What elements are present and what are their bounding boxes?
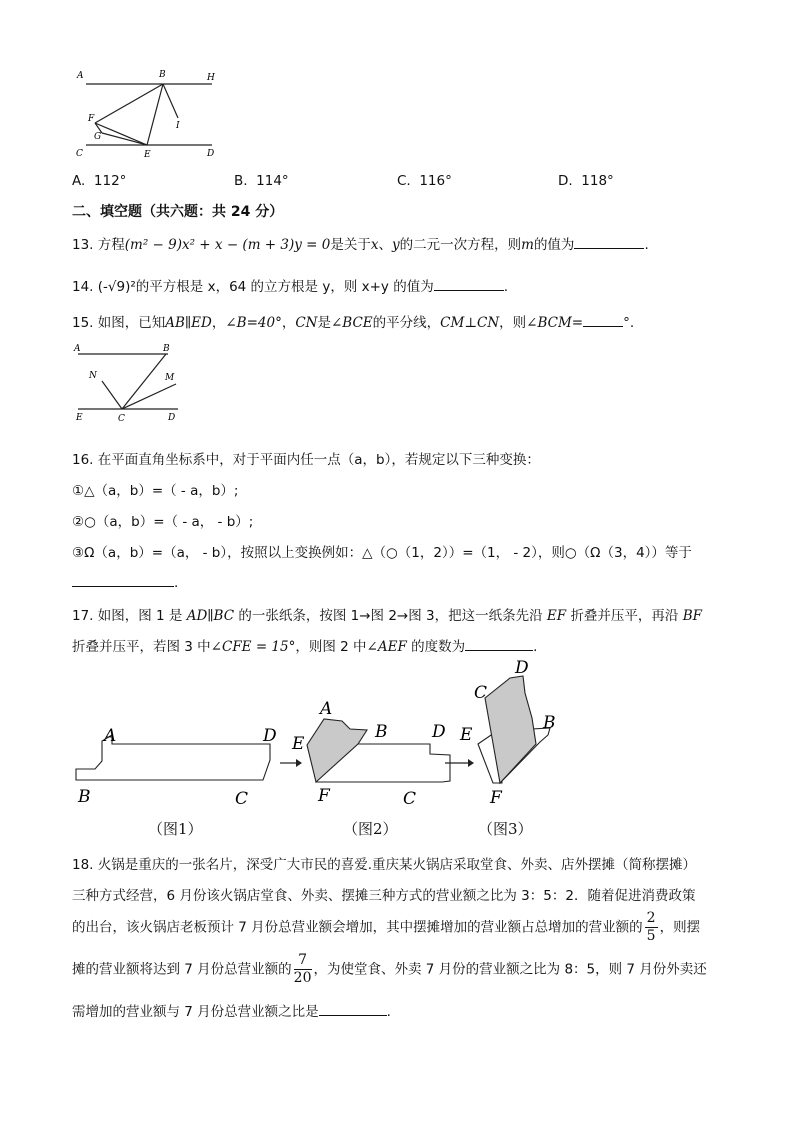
- label-D: D: [207, 149, 215, 159]
- label-N: N: [89, 371, 97, 381]
- caption-figure-1: （图1）: [148, 820, 203, 838]
- fig3-label-D: D: [515, 658, 529, 678]
- fig2-label-A: A: [320, 699, 333, 719]
- question-18-line-5: 需增加的营业额与 7 月份总营业额之比是 .: [72, 1000, 391, 1020]
- choice-b: B. 114°: [234, 173, 289, 189]
- figure-17-paper-fold: [70, 655, 570, 815]
- choice-d: D. 118°: [558, 173, 614, 189]
- label-H: H: [207, 73, 215, 83]
- fig3-label-E: E: [460, 725, 473, 745]
- label-C: C: [118, 414, 125, 424]
- figure-top-parallel-lines: [70, 66, 230, 166]
- answer-blank-17[interactable]: [465, 636, 533, 651]
- question-16-rule-3: ③Ω（a，b）=（a， - b），按照以上变换例如：△（○（1，2））=（1， - 2），则○（Ω（3，4））等于: [72, 545, 692, 561]
- label-D: D: [168, 413, 176, 423]
- fig1-label-C: C: [235, 789, 249, 809]
- label-E: E: [144, 150, 151, 160]
- label-A: A: [74, 344, 81, 354]
- question-15: 15. 如图，已知AB∥ED，∠B=40°，CN是∠BCE的平分线，CM⊥CN，则∠BCM= °.: [72, 311, 634, 331]
- question-16-rule-1: ①△（a，b）=（ - a，b）;: [72, 483, 239, 499]
- label-B: B: [159, 70, 166, 80]
- label-C: C: [76, 149, 83, 159]
- caption-figure-3: （图3）: [478, 820, 533, 838]
- fig3-label-C: C: [474, 683, 488, 703]
- fraction-2-5: $\frac{2}{5}$: [646, 910, 656, 944]
- figure-17-panel-2: [291, 699, 450, 809]
- question-14: 14. (-√9)²的平方根是 x，64 的立方根是 y，则 x+y 的值为 .: [72, 275, 508, 295]
- section-heading: 二、填空题（共六题：共 24 分）: [72, 204, 284, 220]
- answer-blank-18[interactable]: [319, 1001, 387, 1016]
- question-18-line-3: 的出台，该火锅店老板预计 7 月份总营业额会增加，其中摆摊增加的营业额占总增加的营业额的 $\frac{2}{5}$ ，则摆: [72, 910, 701, 944]
- label-B: B: [163, 344, 170, 354]
- figure-17-panel-3: [459, 658, 556, 808]
- question-16-answer: .: [72, 572, 178, 591]
- label-E: E: [76, 413, 83, 423]
- label-I: I: [176, 121, 180, 131]
- answer-blank-14[interactable]: [434, 276, 504, 291]
- figure-15: [72, 340, 192, 425]
- fig3-label-B: B: [543, 713, 556, 733]
- question-18-line-4: 摊的营业额将达到 7 月份总营业额的 $\frac{7}{20}$ ，为使堂食、外卖 7 月份的营业额之比为 8：5，则 7 月份外卖还: [72, 952, 707, 986]
- figure-17-panel-1: [76, 726, 277, 809]
- question-17-line-2: 折叠并压平，若图 3 中∠CFE = 15°，则图 2 中∠AEF 的度数为 .: [72, 635, 537, 655]
- fig2-label-B: B: [375, 722, 388, 742]
- label-G: G: [94, 132, 102, 142]
- label-A: A: [77, 71, 84, 81]
- question-17-line-1: 17. 如图，图 1 是 AD∥BC 的一张纸条，按图 1→图 2→图 3，把这一纸条先沿 EF 折叠并压平，再沿 BF: [72, 608, 703, 624]
- fig1-label-B: B: [78, 787, 91, 807]
- question-18-line-1: 18. 火锅是重庆的一张名片，深受广大市民的喜爱.重庆某火锅店采取堂食、外卖、店外摆摊（简称摆摊）: [72, 857, 697, 873]
- answer-blank-13[interactable]: [574, 234, 644, 249]
- label-F: F: [88, 114, 95, 124]
- label-M: M: [165, 373, 175, 383]
- answer-blank-16[interactable]: [72, 572, 174, 587]
- fig1-label-D: D: [263, 726, 277, 746]
- fig1-label-A: A: [104, 726, 117, 746]
- question-13: 13. 方程(m² − 9)x² + x − (m + 3)y = 0是关于x、y的二元一次方程，则m的值为 .: [72, 233, 649, 253]
- question-16-rule-2: ②○（a，b）=（ - a， - b）;: [72, 514, 254, 530]
- choice-c: C. 116°: [397, 173, 452, 189]
- answer-blank-15[interactable]: [583, 312, 623, 327]
- fig2-label-E: E: [292, 734, 305, 754]
- fig2-label-F: F: [318, 786, 330, 806]
- question-18-line-2: 三种方式经营，6 月份该火锅店堂食、外卖、摆摊三种方式的营业额之比为 3：5：2．随着促进消费政策: [72, 888, 696, 904]
- question-16-intro: 16. 在平面直角坐标系中，对于平面内任一点（a，b），若规定以下三种变换：: [72, 452, 540, 468]
- fig2-label-C: C: [403, 789, 417, 809]
- fig3-label-F: F: [490, 788, 502, 808]
- caption-figure-2: （图2）: [343, 820, 398, 838]
- choice-a: A. 112°: [72, 173, 127, 189]
- fraction-7-20: $\frac{7}{20}$: [293, 952, 312, 986]
- fig2-label-D: D: [432, 722, 446, 742]
